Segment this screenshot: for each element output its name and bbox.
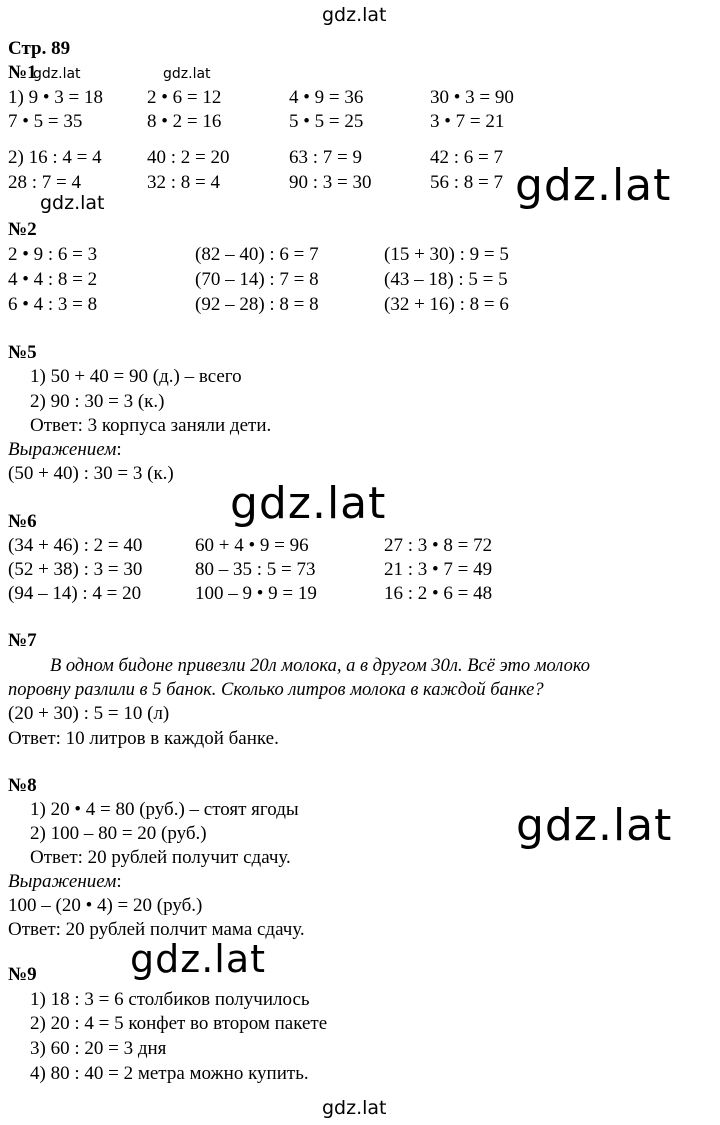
task2-cell: (43 – 18) : 5 = 5 (384, 269, 508, 290)
task9-header: №9 (8, 964, 37, 985)
task1-cell: 8 • 2 = 16 (147, 111, 222, 132)
task8-expression: 100 – (20 • 4) = 20 (руб.) (8, 895, 203, 916)
task2-cell: (70 – 14) : 7 = 8 (195, 269, 319, 290)
task9-line: 3) 60 : 20 = 3 дня (30, 1038, 167, 1059)
task2-cell: (82 – 40) : 6 = 7 (195, 244, 319, 265)
task1-header: №1 (8, 62, 37, 83)
task1-cell: 90 : 3 = 30 (289, 172, 372, 193)
task1-cell: 56 : 8 = 7 (430, 172, 503, 193)
watermark-text: gdz.lat (230, 478, 387, 529)
watermark-text: gdz.lat (322, 4, 387, 26)
task1-cell: 42 : 6 = 7 (430, 147, 503, 168)
task1-cell: 2 • 6 = 12 (147, 87, 222, 108)
task1-cell: 30 • 3 = 90 (430, 87, 514, 108)
task8-answer: Ответ: 20 рублей полчит мама сдачу. (8, 919, 305, 940)
task2-cell: 2 • 9 : 6 = 3 (8, 244, 98, 265)
task2-cell: 4 • 4 : 8 = 2 (8, 269, 98, 290)
task6-cell: 21 : 3 • 7 = 49 (384, 559, 493, 580)
watermark-text: gdz.lat (40, 192, 105, 214)
task2-cell: (32 + 16) : 8 = 6 (384, 294, 509, 315)
task6-cell: 100 – 9 • 9 = 19 (195, 583, 317, 604)
page-title: Стр. 89 (8, 38, 71, 59)
task8-expr-label: Выражением: (8, 871, 122, 892)
task6-cell: (94 – 14) : 4 = 20 (8, 583, 142, 604)
task8-line: 1) 20 • 4 = 80 (руб.) – стоят ягоды (30, 799, 299, 820)
task6-cell: 27 : 3 • 8 = 72 (384, 535, 493, 556)
task7-solution: (20 + 30) : 5 = 10 (л) (8, 703, 170, 724)
task2-header: №2 (8, 219, 37, 240)
watermark-text: gdz.lat (33, 66, 81, 82)
task1-cell: 5 • 5 = 25 (289, 111, 364, 132)
watermark-text: gdz.lat (130, 937, 267, 981)
task5-line: 1) 50 + 40 = 90 (д.) – всего (30, 366, 242, 387)
task7-problem-line: поровну разлили в 5 банок. Сколько литров молока в каждой банке? (8, 680, 544, 700)
task7-answer: Ответ: 10 литров в каждой банке. (8, 728, 279, 749)
task7-header: №7 (8, 630, 37, 651)
task1-cell: 7 • 5 = 35 (8, 111, 83, 132)
task7-problem-line: В одном бидоне привезли 20л молока, а в другом 30л. Всё это молоко (50, 656, 591, 676)
watermark-text: gdz.lat (163, 66, 211, 82)
task9-line: 2) 20 : 4 = 5 конфет во втором пакете (30, 1013, 328, 1034)
task6-cell: (34 + 46) : 2 = 40 (8, 535, 143, 556)
watermark-text: gdz.lat (322, 1097, 387, 1119)
task6-cell: 16 : 2 • 6 = 48 (384, 583, 493, 604)
task2-cell: 6 • 4 : 3 = 8 (8, 294, 98, 315)
task5-header: №5 (8, 342, 37, 363)
task1-cell: 4 • 9 = 36 (289, 87, 364, 108)
task9-line: 4) 80 : 40 = 2 метра можно купить. (30, 1063, 309, 1084)
task2-cell: (15 + 30) : 9 = 5 (384, 244, 509, 265)
task8-line: 2) 100 – 80 = 20 (руб.) (30, 823, 207, 844)
task2-cell: (92 – 28) : 8 = 8 (195, 294, 319, 315)
task1-cell: 3 • 7 = 21 (430, 111, 505, 132)
watermark-text: gdz.lat (515, 160, 672, 211)
task1-cell: 28 : 7 = 4 (8, 172, 81, 193)
task6-cell: 80 – 35 : 5 = 73 (195, 559, 316, 580)
task1-cell: 63 : 7 = 9 (289, 147, 362, 168)
task5-line: Ответ: 3 корпуса заняли дети. (30, 415, 272, 436)
task8-header: №8 (8, 775, 37, 796)
task8-line: Ответ: 20 рублей получит сдачу. (30, 847, 291, 868)
task5-expression: (50 + 40) : 30 = 3 (к.) (8, 463, 174, 484)
task1-cell: 2) 16 : 4 = 4 (8, 147, 102, 168)
watermark-text: gdz.lat (516, 800, 673, 851)
task9-line: 1) 18 : 3 = 6 столбиков получилось (30, 989, 310, 1010)
task6-header: №6 (8, 511, 37, 532)
task6-cell: (52 + 38) : 3 = 30 (8, 559, 143, 580)
task6-cell: 60 + 4 • 9 = 96 (195, 535, 309, 556)
task1-cell: 1) 9 • 3 = 18 (8, 87, 103, 108)
task1-cell: 40 : 2 = 20 (147, 147, 230, 168)
task5-line: 2) 90 : 30 = 3 (к.) (30, 391, 165, 412)
task5-expr-label: Выражением: (8, 439, 122, 460)
task1-cell: 32 : 8 = 4 (147, 172, 220, 193)
